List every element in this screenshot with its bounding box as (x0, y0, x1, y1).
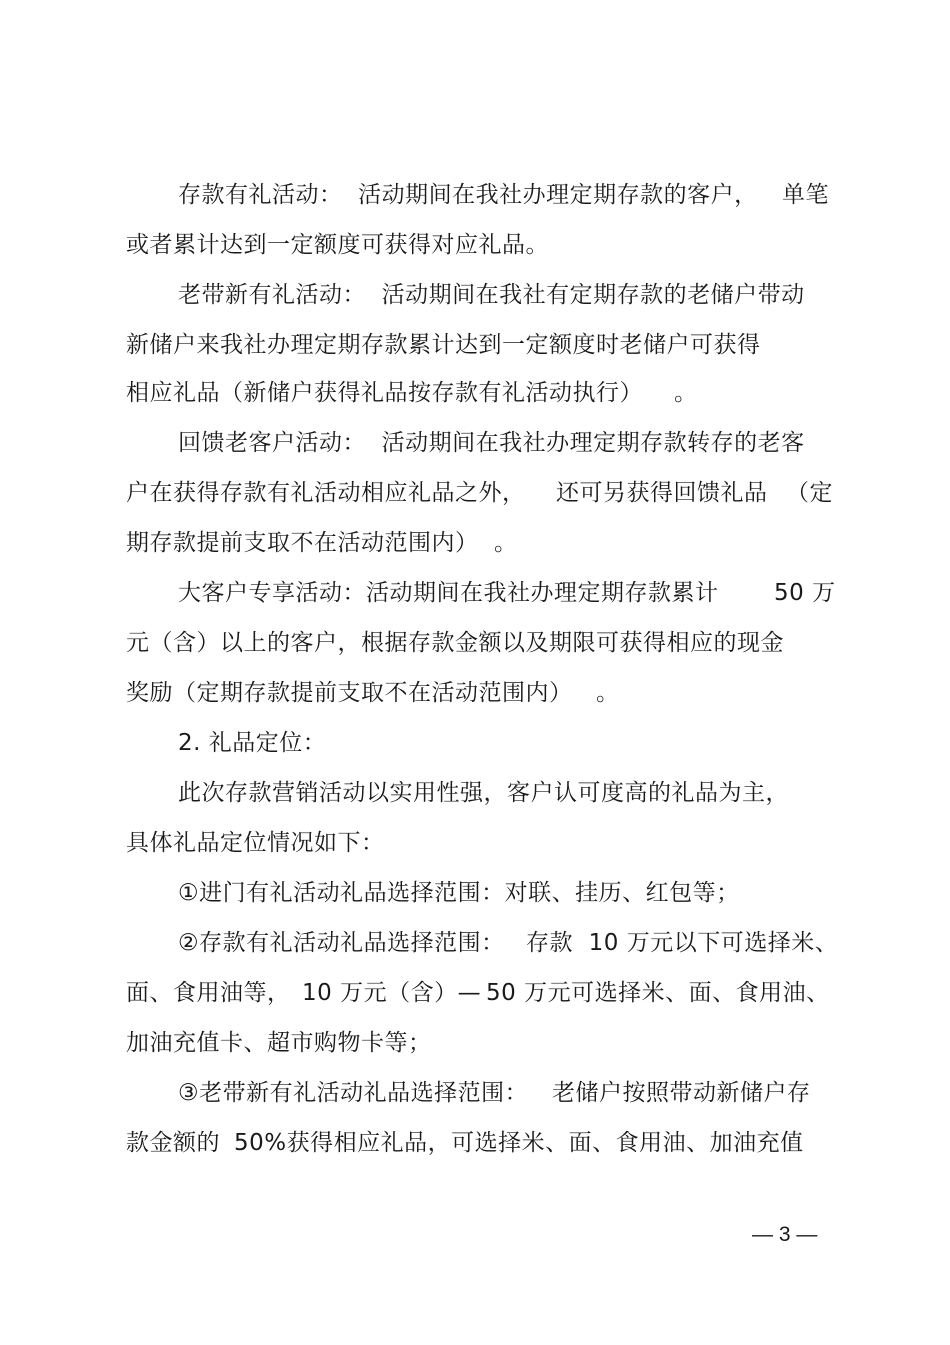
text-line (552, 1078, 811, 1108)
text-segment: 元（含）以上的客户，根据存款金额以及期限可获得相应的现金 (126, 630, 784, 656)
text-line (786, 478, 833, 508)
text-line (126, 330, 761, 360)
text-segment: 此次存款营销活动以实用性强，客户认可度高的礼品为主， (178, 780, 789, 806)
text-segment: 老带新有礼活动： 活动期间在我社有定期存款的老储户带动 (178, 282, 805, 308)
text-segment: 单笔 (782, 182, 829, 208)
text-line (774, 578, 836, 608)
text-line (782, 180, 829, 210)
text-line (494, 528, 518, 558)
list-item (178, 928, 505, 958)
text-segment: 50%获得相应礼品，可选择米、面、食用油、加油充值 (234, 1130, 804, 1156)
text-line (126, 678, 573, 708)
text-line (126, 1028, 432, 1058)
text-segment: 10 万元（含）— (302, 980, 482, 1006)
page-number: — 3 — (752, 1223, 818, 1246)
text-segment: 。 (674, 380, 698, 406)
text-segment: 大客户专享活动：活动期间在我社办理定期存款累计 (178, 580, 719, 606)
list-item (178, 878, 740, 908)
text-segment: 期存款提前支取不在活动范围内） (126, 530, 479, 556)
text-segment: （定 (786, 480, 833, 506)
text-line (486, 978, 830, 1008)
text-line (596, 678, 620, 708)
text-line (126, 528, 479, 558)
text-segment: 回馈老客户活动： 活动期间在我社办理定期存款转存的老客 (178, 430, 805, 456)
text-segment: 50 万 (774, 580, 836, 606)
text-segment: 存款有礼活动： 活动期间在我社办理定期存款的客户， (178, 182, 758, 208)
text-line (126, 230, 549, 260)
text-line (178, 578, 719, 608)
text-line (126, 478, 526, 508)
text-segment: 相应礼品（新储户获得礼品按存款有礼活动执行） (126, 380, 643, 406)
text-line (302, 978, 481, 1008)
text-segment: 新储户来我社办理定期存款累计达到一定额度时老储户可获得 (126, 332, 761, 358)
text-segment: ②存款有礼活动礼品选择范围： (178, 930, 505, 956)
text-segment: 2. 礼品定位： (178, 730, 327, 756)
text-segment: 存款 10 万元以下可选择米、 (526, 930, 839, 956)
text-line (178, 428, 805, 458)
text-segment: 面、食用油等， (126, 980, 291, 1006)
text-line (178, 180, 758, 210)
text-segment: 。 (596, 680, 620, 706)
text-line (126, 1128, 220, 1158)
text-line (178, 280, 805, 310)
text-line (126, 828, 385, 858)
text-segment: ③老带新有礼活动礼品选择范围： (178, 1080, 529, 1106)
text-segment: 奖励（定期存款提前支取不在活动范围内） (126, 680, 573, 706)
text-line (126, 978, 291, 1008)
text-segment: 户在获得存款有礼活动相应礼品之外， (126, 480, 526, 506)
text-segment: 加油充值卡、超市购物卡等； (126, 1030, 432, 1056)
text-line (126, 378, 643, 408)
text-line (556, 478, 768, 508)
text-line (126, 628, 784, 658)
text-line (234, 1128, 804, 1158)
text-segment: ①进门有礼活动礼品选择范围：对联、挂历、红包等； (178, 880, 740, 906)
section-heading (178, 728, 326, 758)
text-segment: 老储户按照带动新储户存 (552, 1080, 811, 1106)
text-line (178, 778, 789, 808)
text-line (674, 378, 698, 408)
text-segment: 具体礼品定位情况如下： (126, 830, 385, 856)
list-item (178, 1078, 528, 1108)
text-segment: 50 万元可选择米、面、食用油、 (486, 980, 830, 1006)
text-segment: 或者累计达到一定额度可获得对应礼品。 (126, 232, 549, 258)
text-segment: 还可另获得回馈礼品 (556, 480, 768, 506)
text-line (526, 928, 838, 958)
text-segment: 款金额的 (126, 1130, 220, 1156)
text-segment: 。 (494, 530, 518, 556)
